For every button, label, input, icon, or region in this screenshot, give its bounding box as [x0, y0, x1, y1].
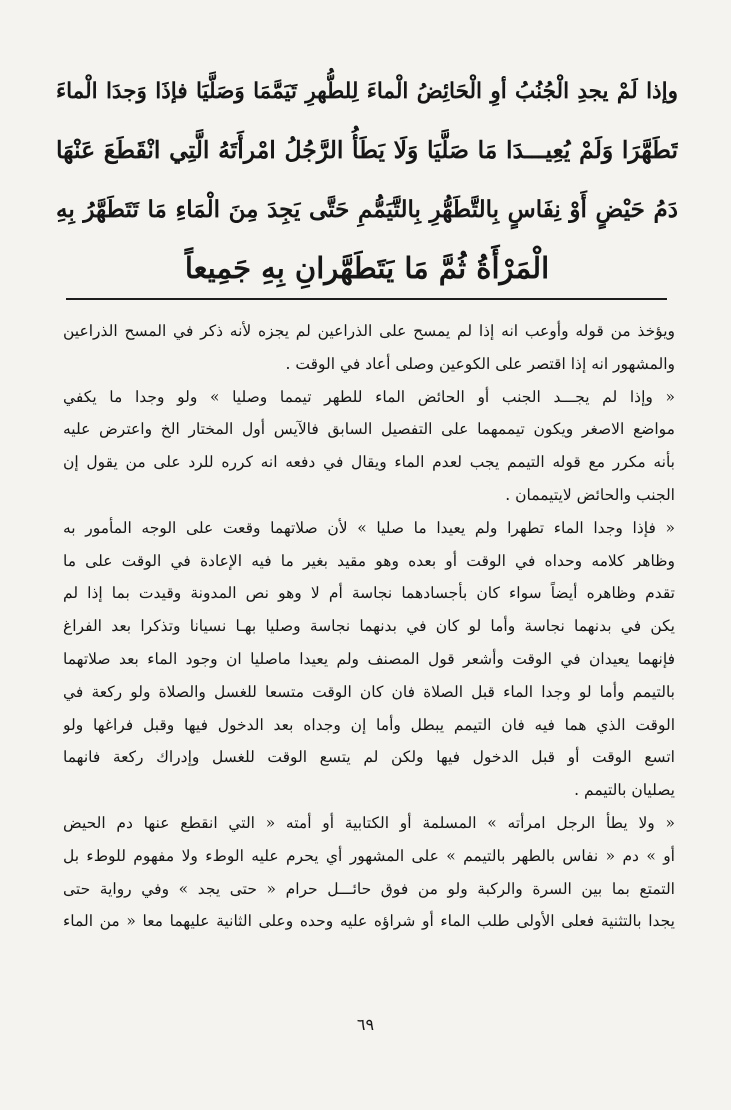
sharh-line: بأنه مكرر مع قوله التيمم يجب لعدم الماء ويقال في دفعه انه كرره للرد على من يقول إن — [63, 453, 675, 472]
sharh-line: التمتع بما بين السرة والركبة ولو من فوق حائـــل حرام « حتى يجد » وفي رواية حتى — [63, 879, 675, 898]
sharh-line: يجدا بالتثنية فعلى الأولى طلب الماء أو شراؤه عليه وحده وعلى الثانية عليهما معا « من الماء — [63, 912, 675, 931]
sharh-line: الوقت الذي هما فيه فان التيمم يبطل وأما إن وجداه بعد الدخول فيها وقبل فراغها ولو — [63, 715, 675, 734]
sharh-line: مواضع الاصغر ويكون تيممهما على التفصيل السابق فالآيس أول المختار الخ واعترض عليه — [63, 420, 675, 439]
sharh-commentary — [63, 315, 675, 938]
sharh-line: « وإذا لم يجـــد الجنب أو الحائض الماء للطهر تيمما وصليا » ولو وجدا ما يكفي — [63, 387, 675, 406]
matn-line: وإذا لَمْ يجدِ الْجُنُبُ أوِ الْحَائِضُ الْماءَ لِلطُّهرِ تَيَمَّمَا وَصَلَّيَا فإذَا وَجدَا الْماءَ — [56, 79, 678, 104]
sharh-line: الجنب والحائض لايتيممان . — [505, 485, 675, 504]
section-divider — [66, 298, 667, 300]
sharh-line: « فإذا وجدا الماء تطهرا ولم يعيدا ما صليا » لأن صلاتهما وقعت على الوجه المأمور به — [63, 518, 675, 537]
sharh-line: بالتيمم وأما لو وجدا الماء قبل الصلاة فان كان الوقت متسعا للغسل والصلاة ولو ركعة في — [63, 682, 675, 701]
matn-text — [56, 62, 678, 298]
sharh-line: اتسع الوقت أو قبل الدخول فيها ولكن لم يتسع الوقت للغسل وإدراك ركعة فانهما — [63, 748, 675, 767]
sharh-line: يكن في بدنهما نجاسة وأما لو كان في بدنهما نجاسة وصليا بهـا نسيانا وتذكرا بعد الفراغ — [63, 617, 675, 636]
sharh-line: وظاهر كلامه وحداه في الوقت أو بعده وهو مقيد بغير ما فيه الإعادة في الوقت على ما — [63, 551, 675, 570]
sharh-line: والمشهور انه إذا اقتصر على الكوعين وصلى أعاد في الوقت . — [285, 354, 675, 373]
sharh-line: أو » دم « نفاس بالطهر بالتيمم » على المشهور أي يحرم عليه الوطء ولا مفهوم للوطء بل — [63, 846, 675, 865]
sharh-line: يصليان بالتيمم . — [574, 781, 675, 800]
sharh-line: « ولا يطأ الرجل امرأته » المسلمة أو الكتابية أو أمته « التي انقطع عنها دم الحيض — [63, 813, 675, 832]
page-number: ٦٩ — [356, 1015, 375, 1034]
sharh-line: فإنهما يعيدان في الوقت وأشعر قول المصنف ولم يعيدا ماصليا ان وجود الماء بعد صلاتهما — [63, 649, 675, 668]
matn-line: دَمُ حَيْضٍ أَوْ نِفَاسٍ بِالتَّطَهُّرِ بِالتَّيَمُّمِ حَتَّى يَجِدَ مِنَ الْمَاءِ مَا تَتَطَهَّرُ بِهِ — [56, 196, 678, 223]
sharh-line: ويؤخذ من قوله وأوعب انه إذا لم يمسح على الذراعين لم يجزه لأنه ذكر في المسح الذراعين — [63, 322, 675, 340]
matn-line: تَطَهَّرَا وَلَمْ يُعِيـــدَا مَا صَلَّيَا وَلَا يَطَأُ الرَّجُلُ امْرأَتَهُ الَّتِي انْقَطَعَ عَنْهَا — [56, 136, 678, 164]
matn-line: الْمَرْأَةُ ثُمَّ مَا يَتَطَهَّرانِ بِهِ جَمِيعاً — [184, 251, 550, 285]
sharh-line: تقدم وظاهره أيضاً سواء كان بأجسادهما نجاسة أم لا وهو نص المدونة وقيدت بما إذا لم — [63, 584, 675, 603]
